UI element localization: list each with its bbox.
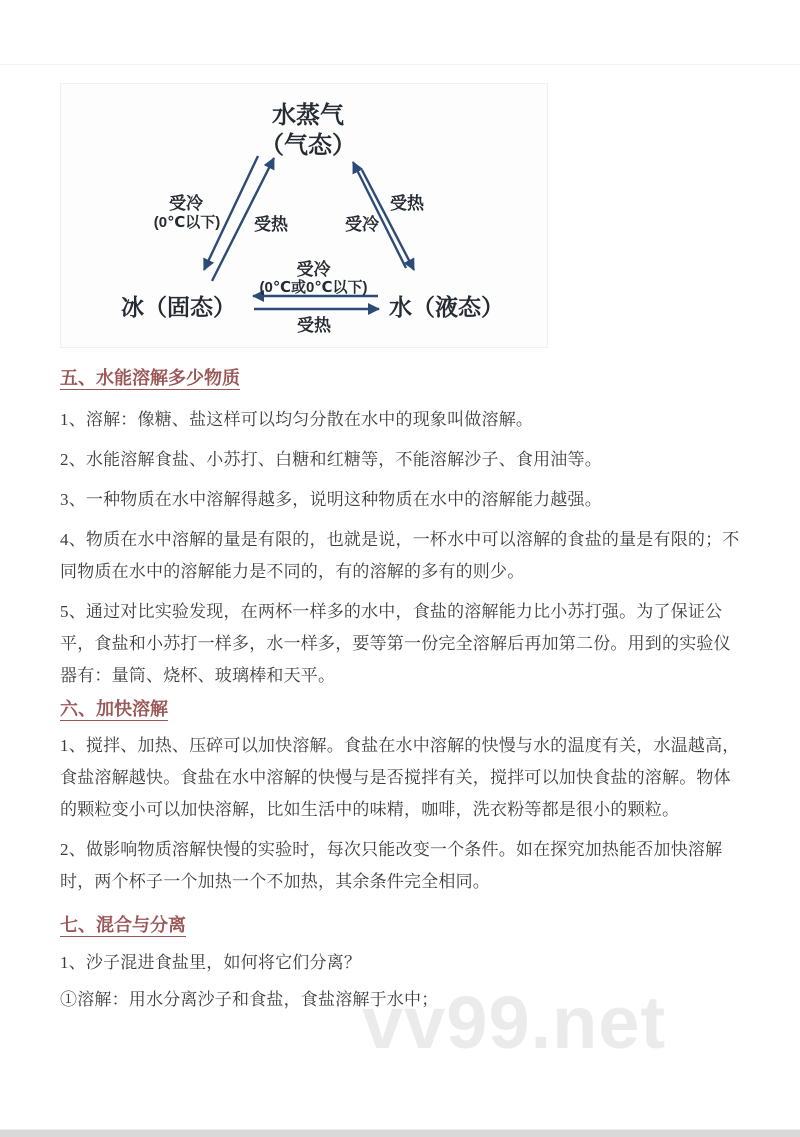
node-water-vapor-subtitle: （气态） <box>260 132 356 159</box>
paragraph: ①溶解：用水分离沙子和食盐，食盐溶解于水中； <box>60 990 439 1009</box>
paragraph: 1、溶解：像糖、盐这样可以均匀分散在水中的现象叫做溶解。 <box>60 410 534 429</box>
paragraph: 1、搅拌、加热、压碎可以加快溶解。食盐在水中溶解的快慢与水的温度有关，水温越高，食盐溶解越快。食盐在水中溶解的快慢与是否搅拌有关，搅拌可以加快食盐的溶解。物体的颗粒变小可以加快溶解，比如生活中的味精，咖啡，洗衣粉等都是很小的颗粒。 <box>60 736 740 819</box>
paragraph: 2、水能溶解食盐、小苏打、白糖和红糖等，不能溶解沙子、食用油等。 <box>60 450 602 469</box>
label-bottom-heat: 受热 <box>297 316 331 335</box>
label-left-cool: 受冷 <box>169 194 203 213</box>
node-water-vapor-title: 水蒸气 <box>272 102 344 129</box>
section-heading-6-text: 六、加快溶解 <box>60 699 168 719</box>
node-water-liquid: 水（液态） <box>389 294 504 320</box>
label-left-cool-note: (0℃以下) <box>153 214 221 231</box>
page-bottom-edge <box>0 1129 800 1137</box>
water-states-diagram <box>60 83 548 348</box>
label-right-cool: 受冷 <box>345 215 379 234</box>
section-heading-7 <box>60 914 186 936</box>
section-heading-6 <box>60 698 168 720</box>
paragraph: 4、物质在水中溶解的量是有限的，也就是说，一杯水中可以溶解的食盐的量是有限的；不同物质在水中的溶解能力是不同的，有的溶解的多有的则少。 <box>60 530 740 581</box>
label-right-heat: 受热 <box>390 194 424 213</box>
label-left-heat: 受热 <box>254 215 288 234</box>
page-top-divider <box>0 64 800 65</box>
section-heading-5-text: 五、水能溶解多少物质 <box>60 368 240 388</box>
paragraph: 3、一种物质在水中溶解得越多，说明这种物质在水中的溶解能力越强。 <box>60 490 602 509</box>
section-heading-5 <box>60 367 240 389</box>
paragraph: 5、通过对比实验发现，在两杯一样多的水中，食盐的溶解能力比小苏打强。为了保证公平，食盐和小苏打一样多，水一样多，要等第一份完全溶解后再加第二份。用到的实验仪器有：量筒、烧杯、玻璃棒和天平。 <box>60 602 731 685</box>
node-water-vapor <box>205 101 411 161</box>
node-ice-solid: 冰（固态） <box>121 294 236 320</box>
label-bottom-cool-note: (0℃或0℃以下) <box>259 279 368 296</box>
paragraph: 1、沙子混进食盐里，如何将它们分离？ <box>60 953 362 972</box>
label-bottom-cool: 受冷 <box>296 260 331 279</box>
paragraph: 2、做影响物质溶解快慢的实验时，每次只能改变一个条件。如在探究加热能否加快溶解时，两个杯子一个加热一个不加热，其余条件完全相同。 <box>60 840 723 891</box>
section-heading-7-text: 七、混合与分离 <box>60 915 186 935</box>
site-watermark: vv99.net <box>362 981 667 1064</box>
